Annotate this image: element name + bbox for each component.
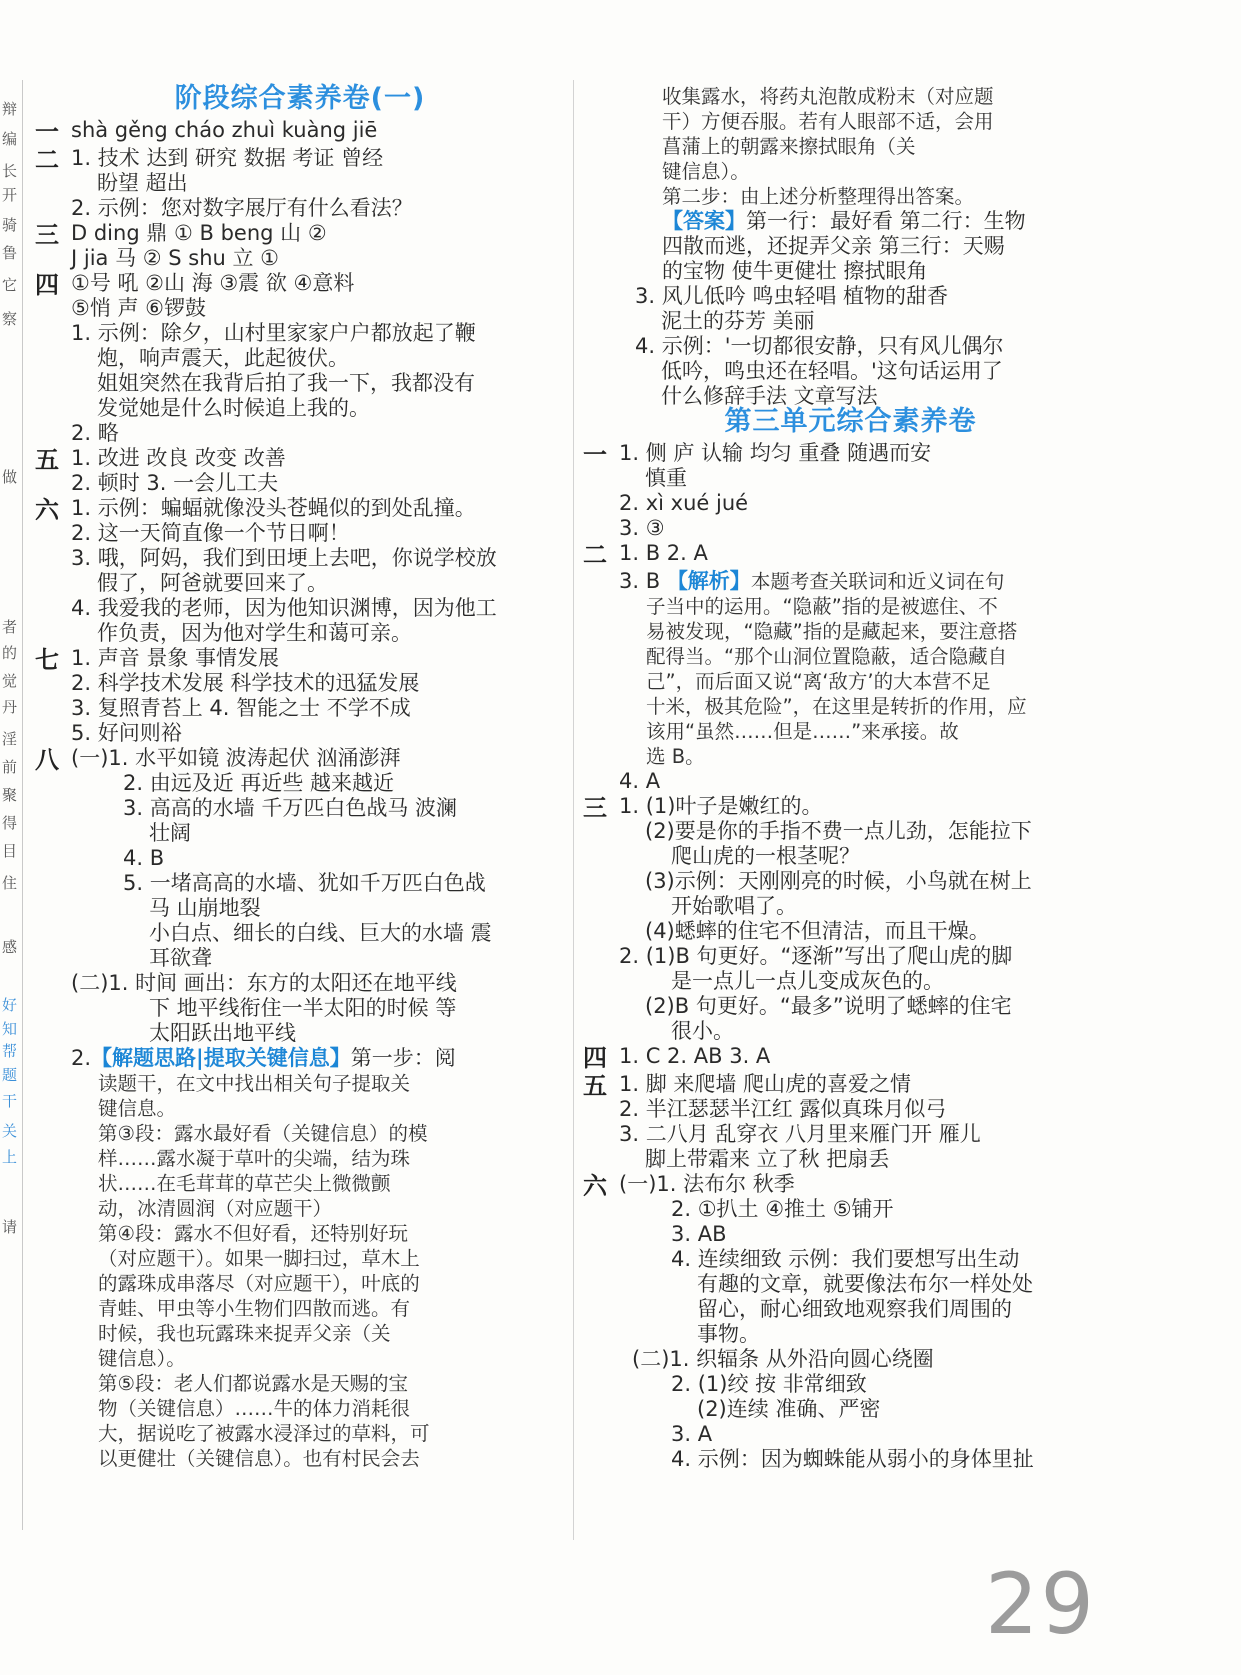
answer-line: 小白点、细长的白线、巨大的水墙 震 — [149, 921, 492, 945]
margin-char: 聚 — [2, 786, 18, 804]
section-badge: 四 — [583, 1044, 607, 1072]
right-sections-2 — [583, 794, 1118, 1472]
section-body — [619, 794, 1118, 1044]
analysis-line: 以更健壮（关键信息）。也有村民会去 — [98, 1447, 420, 1470]
answer-line: 泥土的芬芳 美丽 — [661, 309, 815, 333]
answer-block — [583, 209, 1118, 284]
question-section — [35, 746, 565, 1046]
answer-line: 脚上带霜来 立了秋 把扇丢 — [645, 1147, 890, 1171]
answer-line: 有趣的文章，就要像法布尔一样处处 — [697, 1272, 1033, 1296]
answer-line: 1. 示例：除夕，山村里家家户户都放起了鞭 — [71, 321, 476, 345]
jiexi-line: 该用“虽然……但是……”来承接。故 — [646, 720, 959, 743]
jiexi-keyword: 【解析】 — [666, 569, 751, 593]
question-section — [583, 1044, 1118, 1072]
answer-line: J jia 马 ② S shu 立 ① — [71, 246, 280, 270]
question-section — [35, 496, 565, 646]
answer-line: 1. 改进 改良 改变 改善 — [71, 446, 286, 470]
page-number: 29 — [985, 1555, 1096, 1653]
analysis-prefix: 2. — [71, 1046, 92, 1070]
answer-line: 5. 一堵高高的水墙、犹如千万匹白色战 — [123, 871, 486, 895]
question-section — [583, 441, 1118, 541]
margin-char: 感 — [2, 938, 18, 956]
answer-line: 1. 侧 庐 认输 均匀 重叠 随遇而安 — [619, 441, 932, 465]
jiexi-line: 己”，而后面又说“离‘敌方’的大本营不足 — [646, 670, 991, 693]
jiexi-line: 子当中的运用。“隐蔽”指的是被遮住、不 — [646, 595, 998, 618]
question-section — [583, 794, 1118, 1044]
answer-keyword: 【答案】 — [662, 209, 746, 233]
right-column — [583, 84, 1118, 1472]
answer-line: 3. ③ — [619, 516, 665, 540]
answer-line: 2. 这一天简直像一个节日啊！ — [71, 521, 350, 545]
question-section — [35, 146, 565, 221]
answer-line: 低吟，鸣虫还在轻唱。'这句话运用了 — [661, 359, 1003, 383]
margin-char: 淫 — [2, 730, 18, 748]
analysis-line: 第③段：露水最好看（关键信息）的模 — [98, 1122, 428, 1145]
left-sections — [35, 118, 565, 1046]
analysis-line: 样……露水凝于草叶的尖端，结为珠 — [98, 1147, 411, 1170]
answer-line: 4. A — [619, 769, 661, 793]
margin-char: 开 — [2, 186, 18, 204]
answer-line: 太阳跃出地平线 — [149, 1021, 296, 1045]
answer-line: (2)连续 准确、严密 — [697, 1397, 881, 1421]
answer-line: 炮，响声震天，此起彼伏。 — [97, 346, 349, 370]
answer-line: ①号 吼 ②山 海 ③震 欲 ④意料 — [71, 271, 355, 295]
margin-char: 帮 — [2, 1042, 18, 1060]
right-title: 第三单元综合素养卷 — [724, 406, 977, 437]
answer-line: 4. B — [123, 846, 165, 870]
question-section — [35, 446, 565, 496]
answer-line: 1. 脚 来爬墙 爬山虎的喜爱之情 — [619, 1072, 912, 1096]
left-column — [35, 80, 565, 1471]
section-body — [619, 441, 1118, 541]
answer-line: 很小。 — [671, 1019, 734, 1043]
answer-first-line — [662, 209, 1118, 234]
jiexi-line: 配得当。“那个山洞位置隐蔽，适合隐藏自 — [646, 645, 1008, 668]
margin-char: 者 — [2, 618, 18, 636]
analysis-line: 第⑤段：老人们都说露水是天赐的宝 — [98, 1372, 408, 1395]
analysis-line: 大，据说吃了被露水浸泽过的草料，可 — [98, 1422, 430, 1445]
left-margin-rule — [22, 80, 23, 1530]
answer-line: 2. ①扒土 ④推土 ⑤铺开 — [671, 1197, 894, 1221]
margin-char: 关 — [2, 1122, 18, 1140]
section-badge: 六 — [35, 496, 59, 524]
margin-char: 干 — [2, 1092, 18, 1110]
answer-line: 四散而逃，还捉弄父亲 第三行：天赐 — [662, 234, 1005, 258]
jiexi-line: 易被发现，“隐藏”指的是藏起来，要注意搭 — [646, 620, 1018, 643]
section-badge: 四 — [35, 271, 59, 299]
answer-line: 4. 连续细致 示例：我们要想写出生动 — [671, 1247, 1020, 1271]
question-section — [35, 221, 565, 271]
section-badge: 六 — [583, 1172, 607, 1200]
margin-char: 骑 — [2, 216, 18, 234]
answer-line: 爬山虎的一根茎呢？ — [671, 844, 860, 868]
answer-line: 盼望 超出 — [97, 171, 188, 195]
answer-line: 3. 复照青苔上 4. 智能之士 不学不成 — [71, 696, 411, 720]
answer-line: (2)要是你的手指不费一点儿劲，怎能拉下 — [645, 819, 1032, 843]
analysis-line: 干）方便吞服。若有人眼部不适，会用 — [662, 110, 994, 133]
section-body — [71, 146, 565, 221]
analysis-line: 物（关键信息）……牛的体力消耗很 — [98, 1397, 411, 1420]
answer-line: 4. 示例：'一切都很安静，只有风儿偶尔 — [635, 334, 1004, 358]
answer-line: 3. AB — [671, 1222, 727, 1246]
section-body — [71, 496, 565, 646]
jiexi-line: 十米，极其危险”，在这里是转折的作用，应 — [646, 695, 1027, 718]
analysis-line: 收集露水，将药丸泡散成粉末（对应题 — [662, 85, 994, 108]
analysis-line: 状……在毛茸茸的草芒尖上微微颤 — [98, 1172, 391, 1195]
left-title: 阶段综合素养卷(一) — [174, 83, 426, 114]
margin-char: 题 — [2, 1066, 18, 1084]
answer-line: 慎重 — [645, 466, 687, 490]
section-badge: 一 — [583, 441, 607, 469]
analysis-line: 菖蒲上的朝露来擦拭眼角（关 — [662, 135, 916, 158]
answer-line: 2. (1)B 句更好。“逐渐”写出了爬山虎的脚 — [619, 944, 1013, 968]
column-divider — [573, 80, 574, 1540]
margin-char: 目 — [2, 842, 18, 860]
answer-line: 壮阔 — [149, 821, 191, 845]
answer-line: 的宝物 使牛更健壮 擦拭眼角 — [662, 259, 928, 283]
answer-line: 2. xì xué jué — [619, 491, 749, 515]
analysis-block — [35, 1046, 565, 1471]
margin-char: 察 — [2, 310, 18, 328]
answer-line: 5. 好问则裕 — [71, 721, 182, 745]
answer-line: 4. 我爱我的老师，因为他知识渊博，因为他工 — [71, 596, 497, 620]
answer-line: 1. 技术 达到 研究 数据 考证 曾经 — [71, 146, 384, 170]
margin-char: 得 — [2, 814, 18, 832]
section-badge: 一 — [35, 118, 59, 146]
section-badge: 五 — [35, 446, 59, 474]
answer-line: 2. 顿时 3. 一会儿工夫 — [71, 471, 279, 495]
margin-char: 辩 — [2, 100, 18, 118]
answer-line: 3. A — [671, 1422, 713, 1446]
answer-line: (二)1. 时间 画出：东方的太阳还在地平线 — [71, 971, 457, 995]
answer-line: 开始歌唱了。 — [671, 894, 797, 918]
continued-analysis — [583, 84, 1118, 209]
question-section — [35, 646, 565, 746]
analysis-line: 时候，我也玩露珠来捉弄父亲（关 — [98, 1322, 391, 1345]
analysis-line: 的露珠成串落尽（对应题干），叶底的 — [98, 1272, 420, 1295]
section-body — [71, 746, 565, 1046]
answer-line: (一)1. 水平如镜 波涛起伏 汹涌澎湃 — [71, 746, 401, 770]
analysis-line: 第④段：露水不但好看，还特别好玩 — [98, 1222, 408, 1245]
answer-line: 3. 哦，阿妈，我们到田埂上去吧，你说学校放 — [71, 546, 497, 570]
analysis-line: 键信息）。 — [662, 160, 750, 183]
analysis-line: 键信息。 — [98, 1097, 177, 1120]
answer-line: 3. 二八月 乱穿衣 八月里来雁门开 雁儿 — [619, 1122, 981, 1146]
answer-line: (2)B 句更好。“最多”说明了蟋蟀的住宅 — [645, 994, 1012, 1018]
answer-line: 2. 半江瑟瑟半江红 露似真珠月似弓 — [619, 1097, 947, 1121]
answer-line: (4)蟋蟀的住宅不但清洁，而且干燥。 — [645, 919, 990, 943]
analysis-line: 青蛙、甲虫等小生物们四散而逃。有 — [98, 1297, 411, 1320]
margin-char: 做 — [2, 468, 18, 486]
answer-line: shà gěng cháo zhuì kuàng jiē — [71, 118, 378, 142]
section-badge: 三 — [35, 221, 59, 249]
answer-line: 3. 风儿低吟 鸣虫轻唱 植物的甜香 — [635, 284, 949, 308]
answer-line: 1. C 2. AB 3. A — [619, 1044, 771, 1068]
answer-line: 马 山崩地裂 — [149, 896, 261, 920]
section-body — [619, 1072, 1118, 1172]
question-section — [583, 1072, 1118, 1172]
section-badge: 七 — [35, 646, 59, 674]
margin-char: 知 — [2, 1020, 18, 1038]
section-body — [619, 1172, 1118, 1472]
analysis-line: （对应题干）。如果一脚扫过，草木上 — [98, 1247, 420, 1270]
answer-line: 2. 略 — [71, 421, 119, 445]
jiexi-block — [583, 569, 1118, 794]
answer-line: 2. 示例：您对数字展厅有什么看法？ — [71, 196, 413, 220]
analysis-line: 键信息）。 — [98, 1347, 186, 1370]
answer-line: 什么修辞手法 文章写法 — [661, 384, 878, 408]
question-section — [35, 118, 565, 146]
section-body — [71, 646, 565, 746]
question-section — [583, 541, 1118, 569]
answer-line: 1. B 2. A — [619, 541, 708, 565]
left-edge-margin-text — [0, 80, 18, 1530]
jiexi-first-line — [619, 569, 1118, 594]
margin-char: 长 — [2, 162, 18, 180]
section-badge: 五 — [583, 1072, 607, 1100]
jiexi-text: 本题考查关联词和近义词在句 — [750, 570, 1005, 593]
analysis-line: 读题干，在文中找出相关句子提取关 — [98, 1072, 411, 1095]
margin-char: 的 — [2, 644, 18, 662]
answer-tail — [583, 284, 1118, 409]
analysis-first-line — [71, 1046, 565, 1071]
section-body — [71, 221, 565, 271]
section-badge: 三 — [583, 794, 607, 822]
analysis-text: 第一步：阅 — [350, 1046, 456, 1070]
answer-line: 是一点儿一点儿变成灰色的。 — [671, 969, 944, 993]
section-body — [619, 1044, 1118, 1069]
margin-char: 编 — [2, 130, 18, 148]
answer-line: 1. 示例：蝙蝠就像没头苍蝇似的到处乱撞。 — [71, 496, 476, 520]
margin-char: 上 — [2, 1148, 18, 1166]
answer-line: 作负责，因为他对学生和蔼可亲。 — [97, 621, 412, 645]
answer-line: 假了，阿爸就要回来了。 — [97, 571, 328, 595]
section-badge: 八 — [35, 746, 59, 774]
margin-char: 前 — [2, 758, 18, 776]
answer-line: D ding 鼎 ① B beng 山 ② — [71, 221, 327, 245]
margin-char: 鲁 — [2, 244, 18, 262]
section-body — [71, 118, 565, 143]
answer-line: ⑤悄 声 ⑥锣鼓 — [71, 296, 207, 320]
answer-line: 3. 高高的水墙 千万匹白色战马 波澜 — [123, 796, 458, 820]
jiexi-prefix: 3. B — [619, 569, 661, 593]
margin-char: 请 — [2, 1218, 18, 1236]
answer-text: 第一行：最好看 第二行：生物 — [746, 209, 1026, 233]
section-badge: 二 — [583, 541, 607, 569]
answer-line: 1. (1)叶子是嫩红的。 — [619, 794, 823, 818]
analysis-keyword: 【解题思路|提取关键信息】 — [91, 1046, 351, 1070]
answer-line: 事物。 — [697, 1322, 760, 1346]
answer-line: 2. 由远及近 再近些 越来越近 — [123, 771, 395, 795]
answer-line: 2. 科学技术发展 科学技术的迅猛发展 — [71, 671, 420, 695]
margin-char: 好 — [2, 996, 18, 1014]
answer-line: 4. 示例：因为蜘蛛能从弱小的身体里扯 — [671, 1447, 1034, 1471]
answer-line: (3)示例：天刚刚亮的时候，小鸟就在树上 — [645, 869, 1032, 893]
answer-line: 1. 声音 景象 事情发展 — [71, 646, 280, 670]
margin-char: 住 — [2, 874, 18, 892]
question-section — [35, 271, 565, 446]
answer-line: (二)1. 织辐条 从外沿向圆心绕圈 — [632, 1347, 934, 1371]
question-section — [583, 1172, 1118, 1472]
right-sections — [583, 441, 1118, 569]
section-body — [71, 271, 565, 446]
answer-line: 下 地平线衔住一半太阳的时候 等 — [149, 996, 457, 1020]
answer-line: (一)1. 法布尔 秋季 — [619, 1172, 795, 1196]
section-body — [619, 541, 1118, 566]
analysis-line: 动，冰清圆润（对应题干） — [98, 1197, 333, 1220]
answer-line: 留心，耐心细致地观察我们周围的 — [697, 1297, 1012, 1321]
margin-char: 它 — [2, 276, 18, 294]
margin-char: 丹 — [2, 698, 18, 716]
analysis-line: 第二步：由上述分析整理得出答案。 — [662, 185, 975, 208]
answer-line: 2. (1)绞 按 非常细致 — [671, 1372, 867, 1396]
margin-char: 觉 — [2, 672, 18, 690]
section-body — [71, 446, 565, 496]
jiexi-line: 选 B。 — [646, 745, 705, 768]
answer-line: 姐姐突然在我背后拍了我一下，我都没有 — [97, 371, 475, 395]
answer-line: 发觉她是什么时候追上我的。 — [97, 396, 370, 420]
answer-line: 耳欲聋 — [149, 946, 212, 970]
section-badge: 二 — [35, 146, 59, 174]
